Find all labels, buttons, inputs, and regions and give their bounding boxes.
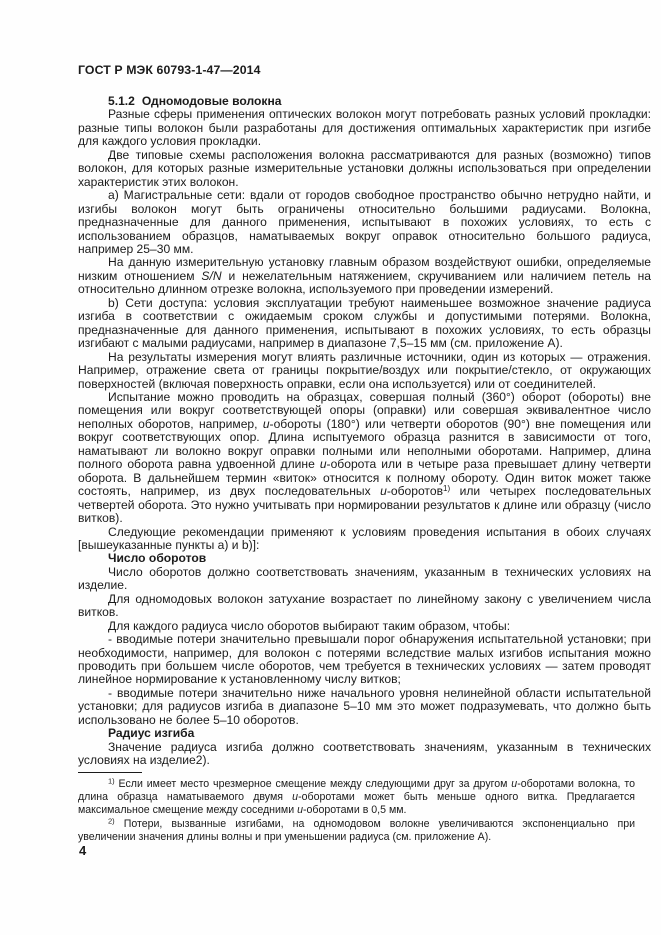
paragraph: Для каждого радиуса число оборотов выбирают таким образом, чтобы: bbox=[108, 618, 511, 633]
footnote-2 bbox=[78, 818, 635, 844]
paragraph-text: или четырех последовательных четвертей оборота. Это нужно учитывать при нормировании результатов к длине или образцу (число витков). bbox=[78, 484, 651, 526]
paragraph: На результаты измерения могут влиять различные источники, один из которых — отражения. Например, отражение света от границы покрытие/воздух или покрытие/стекло, от окружающих поверхностей (включая поверхность оправки, если она используется) или от соединителей. bbox=[78, 349, 651, 391]
footnotes-section bbox=[78, 772, 635, 844]
document-body bbox=[78, 95, 651, 768]
paragraph-bullet: - вводимые потери значительно превышали порог обнаружения испытательной установки; при необходимости, например, для волокон с потерями вследствие малых изгибов испытания можно проводить при большем числе оборотов, чем требуется в технических условиях — затем проводят линейное нормирование к установленному числу витков; bbox=[78, 632, 651, 687]
footnote-text: Потери, вызванные изгибами, на одномодовом волокне увеличиваются экспоненциально при увеличении значения длины волны и при уменьшении радиуса (см. приложение А). bbox=[78, 817, 635, 843]
footnote-reference-1: 1) bbox=[443, 484, 451, 494]
paragraph: Разные сферы применения оптических волокон могут потребовать разных условий прокладки: разные типы волокон были разработаны для достижения оптимальных характеристик при изгибе для каждого условия прокладки. bbox=[78, 107, 651, 149]
u-turn-symbol: u bbox=[262, 416, 270, 431]
paragraph-text: -оборота или в четыре раза превышает длину четверти оборота. В дальнейшем термин «виток» относится к полному обороту. Один виток может также состоять, например, из двух последовательных bbox=[78, 457, 651, 499]
section-heading bbox=[78, 95, 651, 108]
u-turn-symbol: u bbox=[297, 804, 303, 817]
u-turn-symbol: u bbox=[292, 791, 299, 804]
footnote-1 bbox=[78, 778, 635, 818]
u-turn-symbol: u bbox=[319, 457, 327, 472]
section-number: 5.1.2 bbox=[108, 94, 135, 108]
paragraph-list-item-b: b) Сети доступа: условия эксплуатации требуют наименьшее возможное значение радиуса изгиба в соответствии с ожидаемым сроком службы и допустимыми потерями. Волокна, предназначенные для данного применения, испытывают в похожих условиях, то есть образцы изгибают с малыми радиусами, например в диапазоне 7,5–15 мм (см. приложение А). bbox=[78, 295, 651, 351]
paragraph: Значение радиуса изгиба должно соответствовать значениям, указанным в технических условиях на изделие2). bbox=[78, 739, 651, 768]
u-turn-symbol: u bbox=[380, 484, 387, 499]
paragraph: Следующие рекомендации применяют к условиям проведения испытания в обоих случаях [вышеуказанные пункты а) и b)]: bbox=[78, 524, 651, 552]
paragraph-text: На данную измерительную установку главным образом воздействуют ошибки, определяемые низким отношением bbox=[78, 255, 651, 283]
subheading-bend-radius: Радиус изгиба bbox=[108, 726, 195, 741]
footnote-text: -оборотами в 0,5 мм. bbox=[303, 804, 407, 817]
footnote-text: -оборотами волокна, то длина образца наматываемого двумя bbox=[78, 778, 635, 804]
paragraph: Число оборотов должно соответствовать значениям, указанным в технических условиях на изделие. bbox=[78, 564, 651, 593]
paragraph-list-item-a: а) Магистральные сети: вдали от городов свободное пространство обычно нетрудно найти, и изгибы волокон могут быть ограничены относительно большими радиусами. Волокна, предназначенные для данного применения, испытывают в похожих условиях, то есть с использованием образцов, наматываемых вокруг оправок относительно большого радиуса, например 25–30 мм. bbox=[78, 188, 651, 256]
paragraph-text: -обороты (180°) или четверти оборотов (90°) вне помещения или вокруг соответствующих опор. Длина испытуемого образца разнится в зависимости от того, наматывают ли волокно вокруг оправки полными или неполными оборотами. Например, длина полного оборота равна удвоенной длине bbox=[78, 416, 651, 472]
paragraph-text: Испытание можно проводить на образцах, совершая полный (360°) оборот (обороты) вне помещения или вокруг соответствующей опоры (оправки) или совершая эквивалентное число неполных оборотов, например, bbox=[78, 389, 651, 431]
paragraph-text: и нежелательным натяжением, скручиванием или наличием петель на относительно длинном отрезке волокна, используемого при проведении измерений. bbox=[78, 268, 652, 297]
paragraph-text: -оборотов bbox=[386, 484, 443, 499]
section-title: Одномодовые волокна bbox=[141, 94, 282, 108]
footnote-separator-rule bbox=[78, 772, 142, 773]
signal-noise-ratio-symbol: S/N bbox=[201, 268, 222, 283]
paragraph-bullet: - вводимые потери значительно ниже начального уровня нелинейной области испытательной установки; для радиусов изгиба в диапазоне 5–10 мм это может подразумевать, что должно быть использовано не более 5–10 оборотов. bbox=[78, 685, 651, 727]
paragraph bbox=[78, 256, 651, 296]
paragraph: Две типовые схемы расположения волокна рассматриваются для разных (возможно) типов волокон, для которых разные измерительные установки должны использоваться при определении характеристик этих волокон. bbox=[78, 147, 651, 189]
paragraph bbox=[78, 391, 651, 526]
footnote-text: Если имеет место чрезмерное смещение между следующими друг за другом bbox=[114, 778, 512, 790]
footnote-text: -оборотами может быть меньше одного витка. Предлагается максимальное смещение между соседними bbox=[78, 791, 635, 817]
u-turn-symbol: u bbox=[511, 778, 518, 790]
footnote-1-marker: 1) bbox=[108, 776, 115, 786]
footnote-2-marker: 2) bbox=[108, 816, 115, 826]
document-header-standard-number: ГОСТ Р МЭК 60793-1-47—2014 bbox=[78, 63, 261, 77]
subheading-number-of-turns: Число оборотов bbox=[108, 551, 207, 566]
paragraph: Для одномодовых волокон затухание возрастает по линейному закону с увеличением числа витков. bbox=[78, 591, 651, 620]
page-number: 4 bbox=[79, 843, 87, 858]
